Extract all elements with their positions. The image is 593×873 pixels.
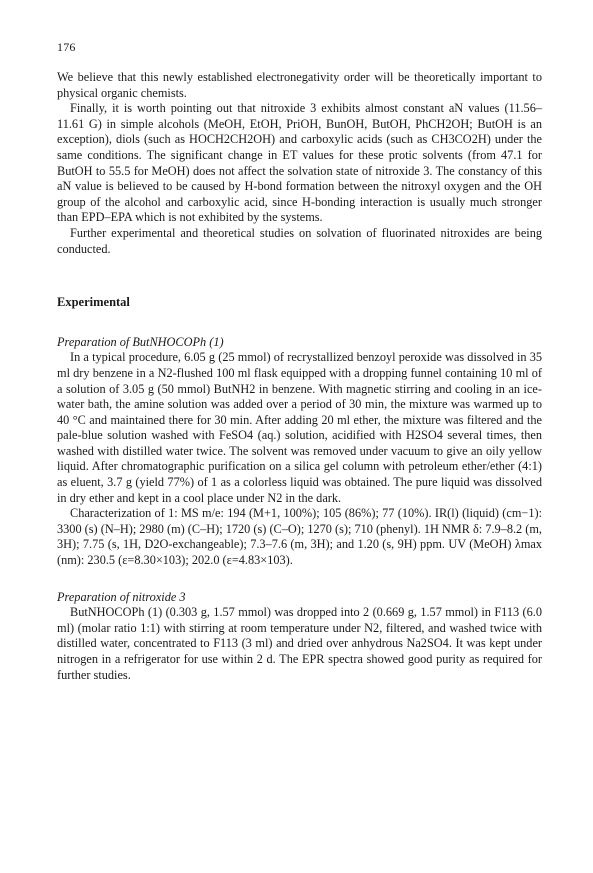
body-text [57, 70, 542, 683]
paragraph-nitroxide-solvation: Finally, it is worth pointing out that nitroxide 3 exhibits almost constant aN values (11.56–11.61 G) in simple alcohols (MeOH, EtOH, PriOH, BunOH, ButOH, PhCH2OH; ButOH is an exception), diols (such as HOCH2CH2OH) and carboxylic acids (such as CH3CO2H) under the same conditions. The significant change in ET values for these protic solvents (from 47.1 for ButOH to 55.5 for MeOH) does not affect the solvation state of nitroxide 3. The constancy of this aN value is believed to be caused by H-bond formation between the nitroxyl oxygen and the OH group of the alcohol and carboxylic acid, since H-bonding interaction is usually much stronger than EPD–EPA which is not exhibited by the systems. [57, 101, 542, 225]
paragraph-further-studies: Further experimental and theoretical studies on solvation of fluorinated nitroxides are being conducted. [57, 225, 542, 256]
subheading-preparation-1: Preparation of ButNHOCOPh (1) [57, 334, 224, 349]
paragraph-procedure-3: ButNHOCOPh (1) (0.303 g, 1.57 mmol) was dropped into 2 (0.669 g, 1.57 mmol) in F113 (6.0 ml) (molar ratio 1:1) with stirring at room temperature under N2, filtered, and washed twice with distilled water, concentrated to F113 (3 ml) and dried over anhydrous Na2SO4. It was kept under nitrogen in a refrigerator for use within 2 d. The EPR spectra showed good purity as required for further studies. [57, 605, 542, 682]
paragraph-procedure-1: In a typical procedure, 6.05 g (25 mmol) of recrystallized benzoyl peroxide was dissolved in 35 ml dry benzene in a N2-flushed 100 ml flask equipped with a dropping funnel containing 10 ml of a solution of 3.05 g (50 mmol) ButNH2 in benzene. With magnetic stirring and cooling in an ice-water bath, the amine solution was added over a period of 30 min, the mixture was warmed up to 40 °C and maintained there for 30 min. After adding 20 ml ether, the mixture was filtered and the pale-blue solution washed with FeSO4 (aq.) solution, acidified with H2SO4 several times, then washed with distilled water twice. The solvent was removed under vacuum to give an oily yellow liquid. After chromatographic purification on a silica gel column with petroleum ether/ether (4:1) as eluent, 3.7 g (yield 77%) of 1 as a colorless liquid was obtained. The pure liquid was dissolved in dry ether and kept in a cool place under N2 in the dark. [57, 350, 542, 505]
subheading-preparation-3: Preparation of nitroxide 3 [57, 589, 186, 604]
paragraph-characterization-1: Characterization of 1: MS m/e: 194 (M+1, 100%); 105 (86%); 77 (10%). IR(l) (liquid) (cm−1): 3300 (s) (N–H); 2980 (m) (C–H); 1720 (s) (C–O); 1270 (s); 710 (phenyl). 1H NMR δ: 7.9–8.2 (m, 3H); 7.75 (s, 1H, D2O-exchangeable); 7.3–7.6 (m, 3H); and 1.20 (s, 9H) ppm. UV (MeOH) λmax (nm): 230.5 (ε=8.30×103); 202.0 (ε=4.83×103). [57, 506, 542, 568]
section-heading-experimental: Experimental [57, 295, 130, 310]
paragraph-conclusion: We believe that this newly established electronegativity order will be theoretically important to physical organic chemists. [57, 70, 542, 100]
page-number: 176 [57, 40, 76, 54]
